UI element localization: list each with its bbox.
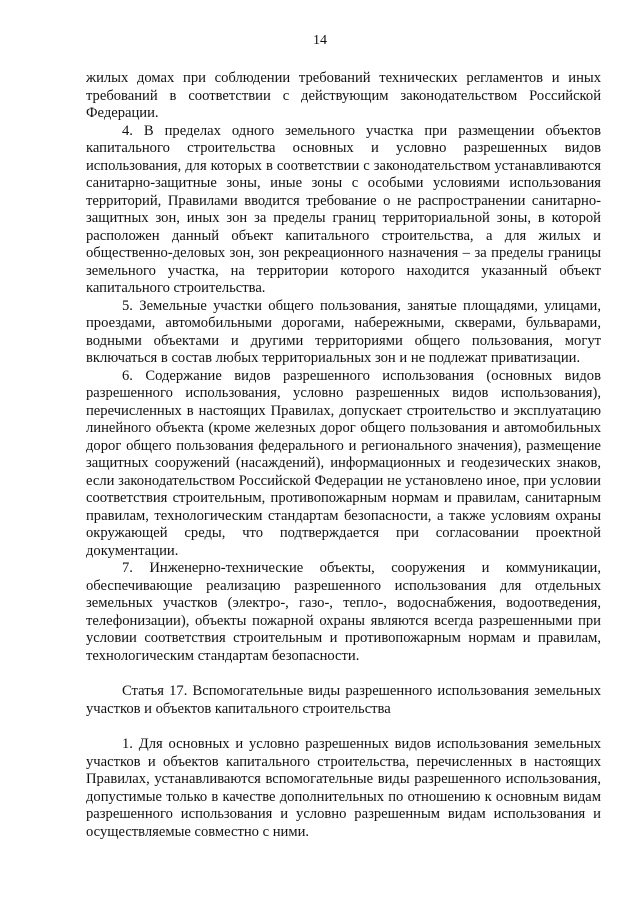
article-heading: Статья 17. Вспомогательные виды разрешенного использования земельных участков и объектов капитального строительства xyxy=(86,683,601,717)
paragraph-item-4: 4. В пределах одного земельного участка при размещении объектов капитального строительства основных и условно разрешенных видов использования, для которых в соответствии с законодательством устанавливаются санитарно-защитные зоны, иные зоны с особыми условиями использования территорий, Правилами вводится требование о не распространении санитарно-защитных зон, иных зон за пределы границ территориальной зоны, в которой расположен данный объект капитального строительства, а для жилых и общественно-деловых зон, зон рекреационного назначения – за пределы границы земельного участка, на территории которого находится указанный объект капитального строительства. xyxy=(86,122,601,296)
article-spacer xyxy=(86,718,601,736)
article-paragraph-1: 1. Для основных и условно разрешенных видов использования земельных участков и объектов капитального строительства, перечисленных в настоящих Правилах, устанавливаются вспомогательные виды разрешенного использования, допустимые только в качестве дополнительных по отношению к основным видам разрешенного использования и условно разрешенным видам использования и осуществляемые совместно с ними. xyxy=(86,736,601,840)
paragraph-item-6: 6. Содержание видов разрешенного использования (основных видов разрешенного использования, условно разрешенных видов использования), перечисленных в настоящих Правилах, допускает строительство и эксплуатацию линейного объекта (кроме железных дорог общего пользования и автомобильных дорог общего пользования федерального и регионального значения), размещение защитных сооружений (насаждений), информационных и геодезических знаков, если законодательством Российской Федерации не установлено иное, при условии соответствия строительным, противопожарным нормам и правилам, санитарным правилам, технологическим стандартам безопасности, а также условиям охраны окружающей среды, что подтверждается при согласовании проектной документации. xyxy=(86,367,601,559)
paragraph-item-5: 5. Земельные участки общего пользования, занятые площадями, улицами, проездами, автомобильными дорогами, набережными, скверами, бульварами, водными объектами и другими территориями общего пользования, могут включаться в состав любых территориальных зон и не подлежат приватизации. xyxy=(86,297,601,366)
page-number: 14 xyxy=(313,33,327,48)
document-body xyxy=(86,70,601,841)
paragraph-continuation: жилых домах при соблюдении требований технических регламентов и иных требований в соответствии с действующим законодательством Российской Федерации. xyxy=(86,70,601,121)
paragraph-item-7: 7. Инженерно-технические объекты, сооружения и коммуникации, обеспечивающие реализацию разрешенного использования для отдельных земельных участков (электро-, газо-, тепло-, водоснабжения, водоотведения, телефонизации), объекты пожарной охраны являются всегда разрешенными при условии соответствия строительным и противопожарным нормам и правилам, технологическим стандартам безопасности. xyxy=(86,560,601,664)
